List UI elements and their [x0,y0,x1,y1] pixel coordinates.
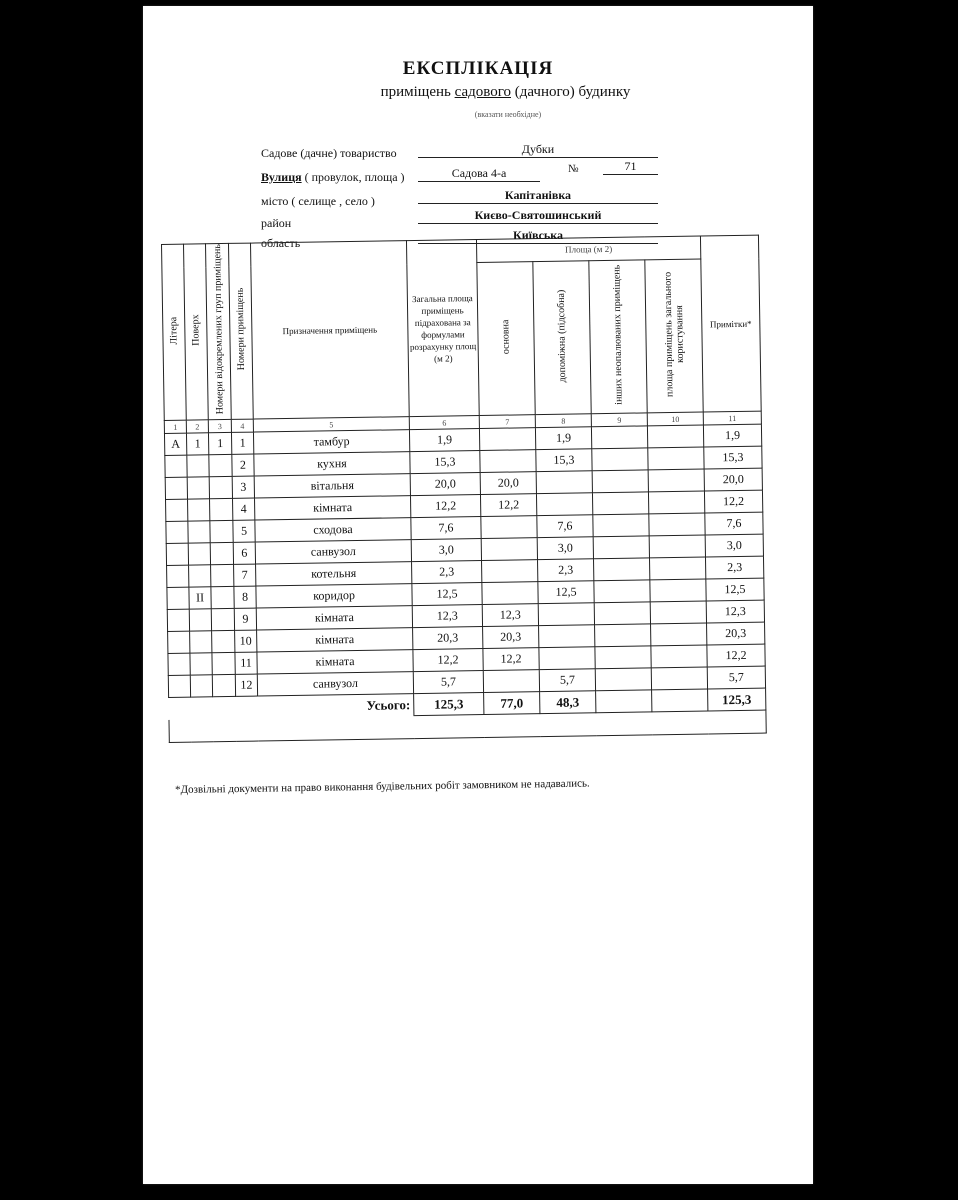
room-number-cell: 11 [235,652,257,674]
total-area-cell: 20,3 [413,626,483,649]
shared-area-cell [648,491,704,514]
note-cell: 12,2 [707,644,765,667]
room-name-cell: санвузол [255,540,411,564]
aux-area-cell [538,603,594,626]
total-area-cell: 3,0 [411,539,481,562]
litera-cell [166,543,188,565]
room-number-cell: 7 [234,564,256,586]
main-area-cell: 12,2 [480,494,536,517]
aux-area-cell: 5,7 [539,669,595,692]
group-cell [210,520,233,542]
litera-cell [167,609,189,631]
unheated-area-cell [594,602,650,625]
group-cell [209,476,232,498]
room-name-cell: кухня [254,452,410,476]
street-value: Садова 4-а [418,166,540,182]
total-area-cell: 15,3 [410,451,480,474]
main-area-cell: 20,0 [480,472,536,495]
group-cell [211,608,234,630]
header-area-group: Площа (м 2) [476,236,700,263]
floor-cell [189,565,211,587]
subtitle-hint: (вказати необхідне) [474,110,542,119]
group-cell [212,652,235,674]
subtitle-pre: приміщень [380,84,455,100]
main-area-cell: 20,3 [483,626,539,649]
aux-area-cell [539,625,595,648]
total-area-cell: 2,3 [412,561,482,584]
society-label: Садове (дачне) товариство [261,146,397,160]
room-number-cell: 1 [231,432,253,454]
litera-cell [165,455,187,477]
explication-table [161,235,767,743]
group-cell [212,630,235,652]
table-body [164,424,765,697]
main-area-cell [482,560,538,583]
header-unheated: інших неопалюваних приміщень [589,260,647,414]
total-area-cell: 5,7 [413,670,483,693]
room-name-cell: тамбур [253,430,409,454]
total-unheated [596,690,652,713]
header-litera: Літера [162,244,187,420]
aux-area-cell: 1,9 [535,427,591,450]
street-label [261,170,405,185]
group-cell [209,454,232,476]
total-area-cell: 20,0 [410,473,480,496]
total-area: 125,3 [414,692,484,715]
room-name-cell: кімната [257,650,413,674]
total-main: 77,0 [484,692,540,715]
litera-cell: А [164,433,186,455]
column-number: 9 [591,413,647,427]
city-label: місто ( селище , село ) [261,194,375,208]
note-cell: 15,3 [704,446,762,469]
main-area-cell: 12,3 [482,604,538,627]
room-number-cell: 4 [233,498,255,520]
column-number: 3 [208,419,231,432]
street-label-rest: ( провулок, площа ) [301,170,405,184]
unheated-area-cell [592,448,648,471]
shared-area-cell [651,667,707,690]
header-floor: Поверх [184,244,209,420]
main-area-cell [481,516,537,539]
shared-area-cell [648,447,704,470]
room-name-cell: санвузол [257,672,413,696]
main-area-cell [481,538,537,561]
note-cell: 20,3 [707,622,765,645]
district-value: Києво-Святошинський [418,208,658,224]
city-value: Капітанівка [418,188,658,204]
column-number: 7 [479,415,535,429]
document-page [143,6,813,1184]
room-number-cell: 10 [235,630,257,652]
shared-area-cell [648,469,704,492]
document-title: ЕКСПЛІКАЦІЯ [402,58,554,79]
document-subtitle [143,84,813,101]
header-purpose: Призначення приміщень [250,241,409,419]
aux-area-cell [536,471,592,494]
note-cell: 12,2 [704,490,762,513]
unheated-area-cell [593,514,649,537]
main-area-cell [483,670,539,693]
total-aux: 48,3 [540,691,596,714]
group-cell [211,586,234,608]
main-area-cell: 12,2 [483,648,539,671]
group-cell [210,498,233,520]
floor-cell [189,609,211,631]
number-label: № [568,163,579,175]
room-number-cell: 5 [233,520,255,542]
note-cell: 12,3 [706,600,764,623]
header-shared: площа приміщень загального користування [645,259,703,413]
total-area-cell: 1,9 [409,429,479,452]
litera-cell [166,499,188,521]
unheated-area-cell [595,624,651,647]
column-number: 6 [409,416,479,430]
total-area-cell: 12,2 [413,648,483,671]
total-label: Усього: [258,694,414,718]
main-area-cell [480,450,536,473]
note-cell: 3,0 [705,534,763,557]
aux-area-cell: 2,3 [538,559,594,582]
shared-area-cell [650,579,706,602]
litera-cell [165,477,187,499]
shared-area-cell [651,623,707,646]
shared-area-cell [649,557,705,580]
unheated-area-cell [594,580,650,603]
district-label: район [261,216,292,230]
unheated-area-cell [593,558,649,581]
floor-cell: 1 [186,433,208,455]
header-main: основна [477,262,535,416]
group-cell [212,674,235,696]
floor-cell: ІІ [189,587,211,609]
total-shared [652,689,708,712]
shared-area-cell [649,535,705,558]
room-name-cell: кімната [257,628,413,652]
subtitle-underlined: садового [454,84,511,100]
litera-cell [168,675,190,697]
total-note: 125,3 [708,688,766,711]
column-number: 1 [164,420,186,433]
room-name-cell: кімната [255,496,411,520]
header-room-no: Номери приміщень [228,243,253,419]
room-number-cell: 9 [234,608,256,630]
aux-area-cell: 15,3 [536,449,592,472]
footnote: *Дозвільні документи на право виконання будівельних робіт замовником не надавались. [175,777,590,796]
litera-cell [168,653,190,675]
aux-area-cell: 3,0 [537,537,593,560]
note-cell: 5,7 [707,666,765,689]
total-area-cell: 7,6 [411,517,481,540]
region-label: область [261,236,301,250]
column-number: 5 [253,417,409,432]
aux-area-cell: 12,5 [538,581,594,604]
total-area-cell: 12,5 [412,583,482,606]
floor-cell [187,477,209,499]
floor-cell [190,631,212,653]
room-name-cell: кімната [256,606,412,630]
shared-area-cell [650,601,706,624]
header-notes: Примітки* [700,235,761,412]
floor-cell [188,499,210,521]
room-name-cell: коридор [256,584,412,608]
floor-cell [190,675,212,697]
subtitle-post: (дачного) будинку [511,84,631,100]
room-name-cell: вітальня [254,474,410,498]
group-cell: 1 [208,432,231,454]
total-area-cell: 12,3 [412,604,482,627]
aux-area-cell [536,493,592,516]
room-number-cell: 3 [232,476,254,498]
floor-cell [188,521,210,543]
unheated-area-cell [592,492,648,515]
note-cell: 1,9 [703,424,761,447]
group-cell [210,542,233,564]
group-cell [211,564,234,586]
litera-cell [167,565,189,587]
shared-area-cell [649,513,705,536]
note-cell: 7,6 [705,512,763,535]
room-name-cell: котельня [256,562,412,586]
room-number-cell: 6 [233,542,255,564]
shared-area-cell [651,645,707,668]
room-number-cell: 2 [232,454,254,476]
column-number: 2 [186,420,208,433]
number-value: 71 [603,159,658,175]
explication-table-wrap [161,235,767,743]
floor-cell [190,653,212,675]
floor-cell [188,543,210,565]
society-value: Дубки [418,142,658,158]
column-number: 11 [703,411,761,425]
main-area-cell [482,582,538,605]
shared-area-cell [647,425,703,448]
unheated-area-cell [593,536,649,559]
aux-area-cell: 7,6 [537,515,593,538]
litera-cell [167,587,189,609]
main-area-cell [479,428,535,451]
note-cell: 20,0 [704,468,762,491]
room-name-cell: сходова [255,518,411,542]
unheated-area-cell [592,470,648,493]
street-label-main: Вулиця [261,170,302,184]
header-total-area: Загальна площа приміщень підрахована за формулами розрахунку площ (м 2) [406,240,479,417]
header-aux: допоміжна (підсобна) [533,261,591,415]
column-number: 8 [535,414,591,428]
note-cell: 2,3 [705,556,763,579]
total-area-cell: 12,2 [410,495,480,518]
room-number-cell: 8 [234,586,256,608]
floor-cell [187,455,209,477]
column-number: 10 [647,412,703,426]
header-group-no: Номери відокремлених груп приміщень [206,243,232,419]
room-number-cell: 12 [235,674,257,696]
aux-area-cell [539,647,595,670]
unheated-area-cell [591,426,647,449]
column-number: 4 [231,419,253,432]
note-cell: 12,5 [706,578,764,601]
litera-cell [168,631,190,653]
litera-cell [166,521,188,543]
region-value: Київська [418,228,658,244]
unheated-area-cell [595,646,651,669]
unheated-area-cell [595,668,651,691]
